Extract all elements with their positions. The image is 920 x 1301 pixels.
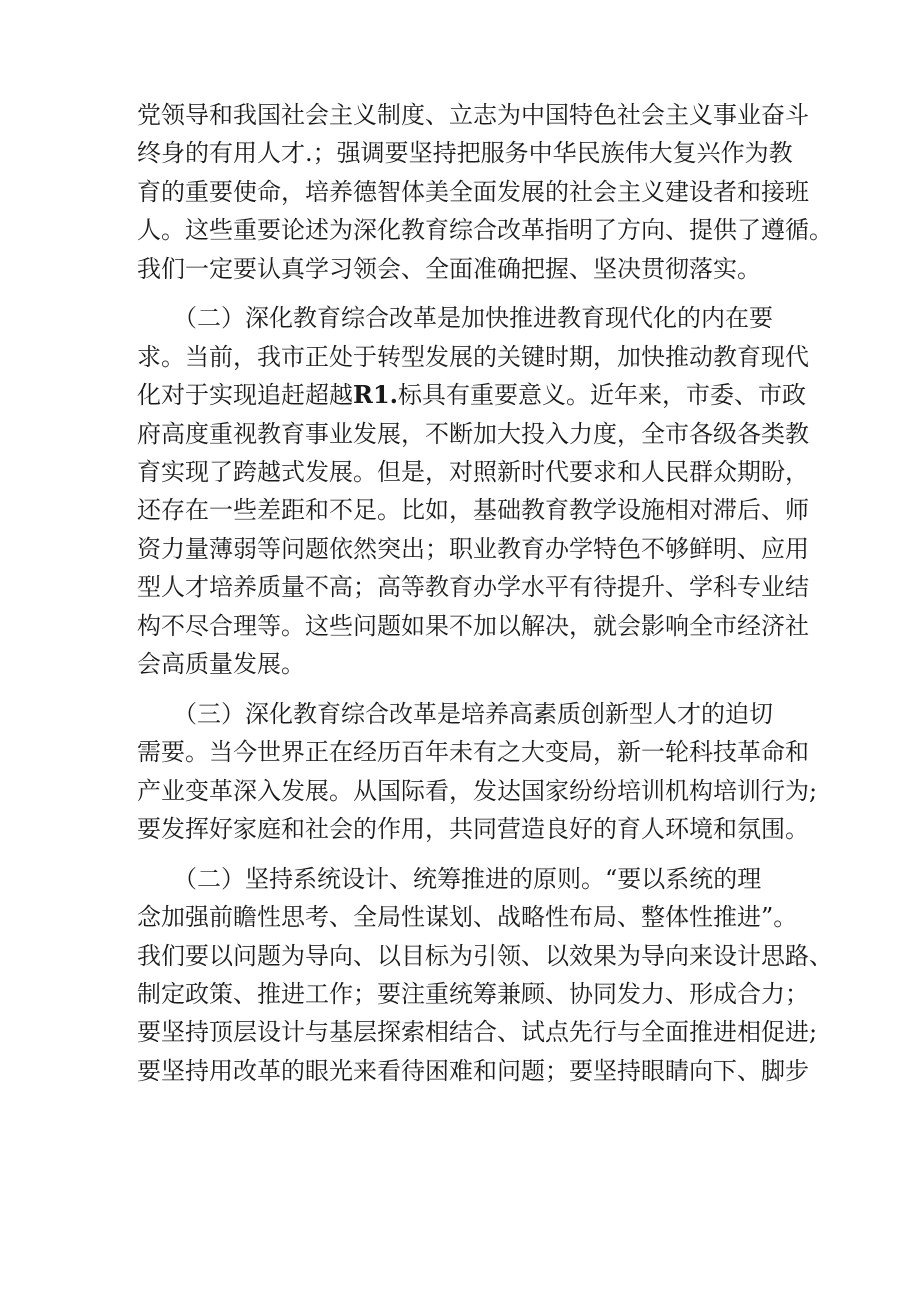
text-line: 要发挥好家庭和社会的作用，共同营造良好的育人环境和氛围。 — [137, 815, 809, 844]
text-line: 我们要以问题为导向、以目标为引领、以效果为导向来设计思路、 — [137, 941, 833, 970]
text-segment-bold: R1. — [353, 380, 398, 410]
text-line: 府高度重视教育事业发展，不断加大投入力度，全市各级各类教 — [137, 419, 809, 448]
text-line: 产业变革深入发展。从国际看，发达国家纷纷培训机构培训行为; — [137, 776, 818, 805]
text-line: 制定政策、推进工作；要注重统筹兼顾、协同发力、形成合力； — [137, 980, 809, 1009]
text-line: （二）坚持系统设计、统筹推进的原则。“要以系统的理 — [137, 864, 762, 893]
text-line: 要坚持用改革的眼光来看待困难和问题；要坚持眼睛向下、脚步 — [137, 1056, 809, 1085]
text-line: （三）深化教育综合改革是培养高素质创新型人才的迫切 — [137, 699, 773, 728]
text-line: 构不尽合理等。这些问题如果不加以解决，就会影响全市经济社 — [137, 611, 809, 640]
text-line: 念加强前瞻性思考、全局性谋划、战略性布局、整体性推进”。 — [137, 903, 798, 932]
body-text — [137, 96, 833, 1090]
text-line: 求。当前，我市正处于转型发展的关键时期，加快推动教育现代 — [137, 342, 809, 371]
text-line: 育的重要使命，培养德智体美全面发展的社会主义建设者和接班 — [137, 177, 809, 206]
text-line — [137, 376, 806, 414]
text-line: 人。这些重要论述为深化教育综合改革指明了方向、提供了遵循。 — [137, 216, 833, 245]
text-line: 型人才培养质量不高；高等教育办学水平有待提升、学科专业结 — [137, 573, 809, 602]
text-line: 终身的有用人才.；强调要坚持把服务中华民族伟大复兴作为教 — [137, 139, 793, 168]
text-line: 还存在一些差距和不足。比如，基础教育教学设施相对滞后、师 — [137, 496, 809, 525]
text-line: 育实现了跨越式发展。但是，对照新时代要求和人民群众期盼， — [137, 458, 809, 487]
text-segment: 标具有重要意义。近年来，市委、市政 — [398, 381, 806, 410]
text-line: 党领导和我国社会主义制度、立志为中国特色社会主义事业奋斗 — [137, 101, 809, 129]
text-line: 要坚持顶层设计与基层探索相结合、试点先行与全面推进相促进; — [137, 1018, 818, 1047]
text-line: 我们一定要认真学习领会、全面准确把握、坚决贯彻落实。 — [137, 254, 761, 283]
text-segment: 化对于实现追赶超越 — [137, 381, 353, 410]
text-line: 会高质量发展。 — [137, 649, 305, 678]
text-line: 需要。当今世界正在经历百年未有之大变局，新一轮科技革命和 — [137, 738, 809, 767]
text-line: （二）深化教育综合改革是加快推进教育现代化的内在要 — [137, 304, 773, 333]
text-line: 资力量薄弱等问题依然突出；职业教育办学特色不够鲜明、应用 — [137, 534, 809, 563]
